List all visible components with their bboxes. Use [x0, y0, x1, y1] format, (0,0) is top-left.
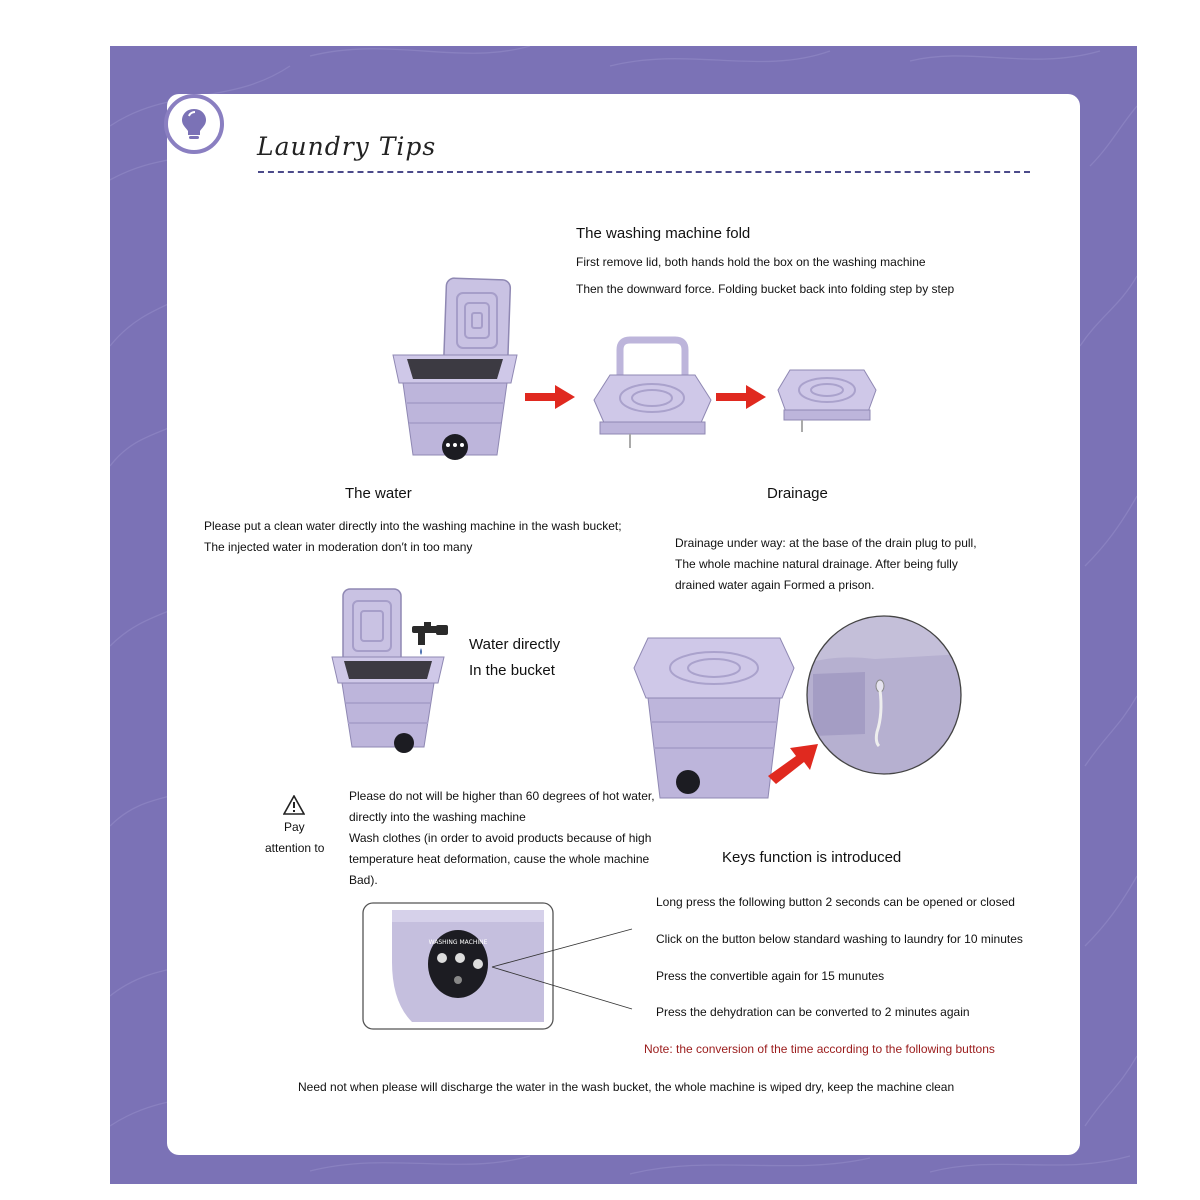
dehydrate-button[interactable] — [473, 959, 483, 969]
attention-line-5: Bad). — [349, 873, 378, 887]
lightbulb-icon — [176, 106, 212, 142]
water-line-2: The injected water in moderation don′t in too many — [204, 540, 473, 554]
page-title: Laundry Tips — [257, 132, 437, 161]
drainage-line-3: drained water again Formed a prison. — [675, 578, 875, 592]
water-line-1: Please put a clean water directly into the washing machine in the wash bucket; — [204, 519, 622, 533]
arrow-right-icon — [716, 385, 766, 409]
arrow-right-icon — [525, 385, 575, 409]
washer-filling-illustration — [328, 585, 453, 760]
power-button[interactable] — [437, 953, 447, 963]
panel-label: WASHING MACHINE — [428, 939, 488, 946]
fold-heading: The washing machine fold — [576, 225, 751, 242]
drainage-heading: Drainage — [767, 485, 828, 502]
keys-heading: Keys function is introduced — [722, 849, 902, 866]
washer-folded-illustration — [772, 360, 882, 440]
drain-plug-zoom — [805, 614, 963, 776]
footer-text: Need not when please will discharge the water in the wash bucket, the whole machine is wiped dry, keep the machine clean — [298, 1080, 955, 1094]
water-caption-2: In the bucket — [469, 662, 555, 679]
attention-line-2: directly into the washing machine — [349, 810, 526, 824]
water-caption-1: Water directly — [469, 636, 561, 653]
pointer-lines — [490, 925, 640, 1017]
keys-note: Note: the conversion of the time according to the following buttons — [644, 1042, 995, 1056]
drainage-line-1: Drainage under way: at the base of the drain plug to pull, — [675, 536, 977, 550]
attention-line-3: Wash clothes (in order to avoid products because of high — [349, 831, 652, 845]
washer-open-illustration — [385, 275, 525, 470]
warning-icon — [283, 795, 305, 815]
key-item: Click on the button below standard washing to laundry for 10 minutes — [656, 932, 1023, 946]
key-item: Long press the following button 2 seconds can be opened or closed — [656, 895, 1015, 909]
attention-label-2: attention to — [265, 841, 325, 855]
title-divider — [258, 171, 1030, 173]
water-heading: The water — [345, 485, 412, 502]
washer-folding-illustration — [590, 330, 715, 450]
attention-line-4: temperature heat deformation, cause the whole machine — [349, 852, 650, 866]
fold-line-2: Then the downward force. Folding bucket back into folding step by step — [576, 282, 955, 296]
fold-line-1: First remove lid, both hands hold the box on the washing machine — [576, 255, 926, 269]
attention-line-1: Please do not will be higher than 60 degrees of hot water, — [349, 789, 655, 803]
tip-badge — [164, 94, 224, 154]
faucet-icon — [410, 622, 450, 656]
key-item: Press the dehydration can be converted to 2 minutes again — [656, 1005, 970, 1019]
key-item: Press the convertible again for 15 munutes — [656, 969, 885, 983]
attention-label-1: Pay — [284, 820, 305, 834]
wash-button[interactable] — [455, 953, 465, 963]
drainage-line-2: The whole machine natural drainage. After being fully — [675, 557, 958, 571]
